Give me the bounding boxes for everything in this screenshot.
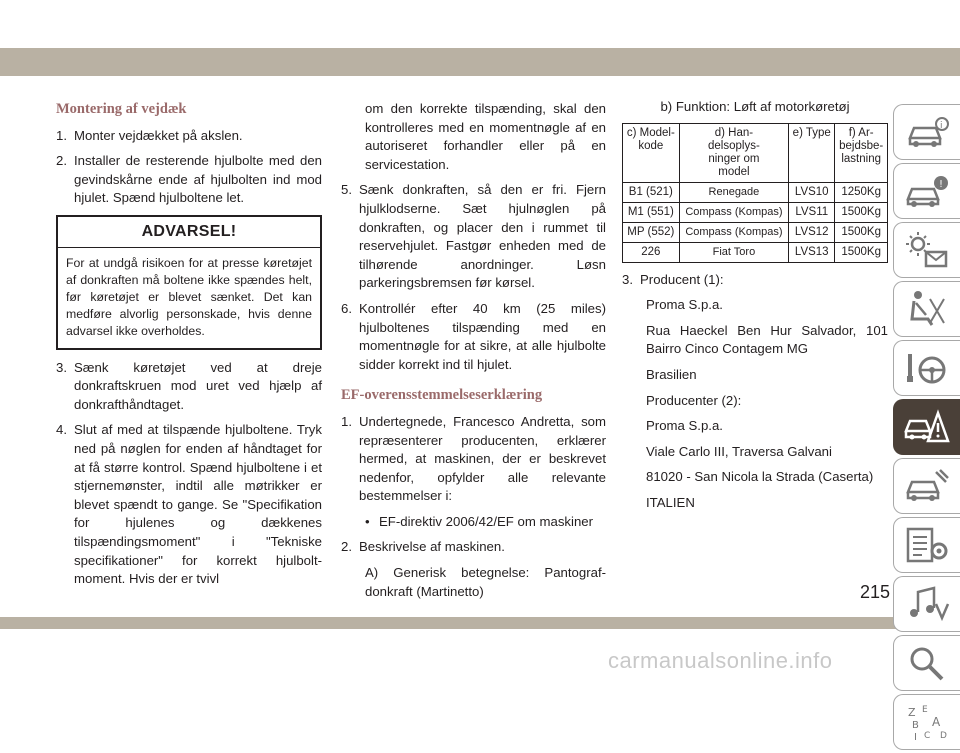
cell: MP (552) [623,222,680,242]
watermark: carmanualsonline.info [608,648,833,673]
cell: 1500Kg [835,222,888,242]
header-type: e) Type [789,123,835,182]
step-text: Kontrollér efter 40 km (25 miles) hjulboltenes tilspænding med en momentnøgle for at sikre, at alle hjulbolte sidder korrekt ind til hjulet. [359,300,606,372]
table-row [623,242,888,262]
producer2-label: Producenter (2): [646,392,742,408]
cell: 1500Kg [835,242,888,262]
step-text: Monter vejdækket på akslen. [74,127,243,143]
producer2-country: ITALIEN [646,494,695,510]
indicator-lights-icon [904,230,950,270]
tab-search[interactable] [893,635,960,691]
cell: M1 (551) [623,202,680,222]
header-workload: f) Ar- bejdsbe- lastning [835,123,888,182]
step-number: 2. [56,153,67,169]
cell: LVS11 [789,202,835,222]
declaration-item-1 [341,413,606,506]
producer1-address: Rua Haeckel Ben Hur Salvador, 101 Bairro Cinco Contagem MG [646,322,888,357]
cell: 1250Kg [835,182,888,202]
step-text: Sænk donkraften, så den er fri. Fjern hjulklodserne. Sæt hjulnøglen på donkraften, og placer den i rummet til reservehjulet. Fastgør enheden med de tilhørende anordninger. Løsn parkeringsbremsen før kørsel. [359,182,606,291]
car-service-icon [904,466,950,506]
producer1-country: Brasilien [646,366,697,382]
declaration-item-2 [341,538,606,557]
tab-seat-safety[interactable] [893,281,960,337]
page-number: 215 [859,582,890,602]
header-band [0,48,960,76]
header-model-code: c) Model- kode [623,123,680,182]
item-text: Beskrivelse af maskinen. [359,539,505,555]
tab-car-alert[interactable] [893,163,960,219]
item-text: Producent (1): [640,271,724,287]
car-alert-icon [904,171,950,211]
item-text: Undertegnede, Francesco Andretta, som repræsenterer producenten, erklærer hermed, at maskinen, der er beskrevet nedenfor, opfylder alle relevante bestemmelser i: [359,413,606,504]
step-5 [341,181,606,293]
cell: Compass (Kompas) [679,202,788,222]
cell: LVS12 [789,222,835,242]
cell: LVS13 [789,242,835,262]
producer2-name: Proma S.p.a. [646,418,723,434]
svg-text:Z: Z [908,706,916,719]
table-header-row [623,123,888,182]
svg-text:A: A [932,715,941,729]
cell: LVS10 [789,182,835,202]
warning-title: ADVARSEL! [58,217,320,248]
step-text: Installer de resterende hjulbolte med den gevindskårne ende af hjulbolten ind mod hjulet. Spænd hjulboltene let. [74,153,322,206]
bullet-text: EF-direktiv 2006/42/EF om maskiner [379,513,594,529]
section-heading: EF-overensstemmelseserklæring [341,387,543,404]
cell: B1 (521) [623,182,680,202]
section-heading: Montering af vejdæk [56,101,187,117]
cell: Fiat Toro [679,242,788,262]
producer2-city: 81020 - San Nicola la Strada (Caserta) [646,469,874,485]
producer1-name: Proma S.p.a. [646,297,723,313]
item-number: 1. [341,413,352,429]
svg-text:E: E [922,705,928,715]
declaration-item-3 [622,271,888,290]
step-number: 6. [341,300,352,316]
generic-designation: A) Generisk betegnelse: Pantograf-donkraft (Martinetto) [365,565,606,599]
column-3 [622,100,888,520]
step-1 [56,127,322,146]
tab-index[interactable] [893,694,960,750]
table-row [623,222,888,242]
svg-text:i: i [940,121,943,131]
language-index-icon [904,702,950,742]
step-4 [56,421,322,588]
header-trade-info: d) Han- delsoplys- ninger om model [679,123,788,182]
step-text: Slut af med at tilspænde hjulboltene. Tryk ned på nøglen for enden af håndtaget for at få større kontrol. Spænd hjulboltene i et stjernemønster, indtil alle møtrikker er blevet spændt to gange. Se "Specifikation for hjulenes og dækkenes tilspændingsmoment" i "Tekniske specifikationer" for korrekt hjulbolt-moment. Hvis der er tvivl [74,422,322,587]
specifications-icon [904,525,950,565]
emergency-jack-icon [904,407,950,447]
search-icon [904,643,950,683]
step-2 [56,152,322,208]
directive-bullet [341,513,606,532]
table-row [623,182,888,202]
seat-safety-icon [904,289,950,329]
bullet-icon: • [365,513,370,529]
step-number: 3. [56,359,67,375]
producer2-street: Viale Carlo III, Traversa Galvani [646,443,832,459]
function-caption: b) Funktion: Løft af motorkøretøj [660,99,850,114]
cell: 1500Kg [835,202,888,222]
tab-car-service[interactable] [893,458,960,514]
svg-text:C: C [924,731,931,741]
svg-text:D: D [940,731,947,741]
svg-text:I: I [914,732,917,742]
model-table [622,123,888,263]
chapter-tabs [893,104,960,753]
cell: Compass (Kompas) [679,222,788,242]
tab-media[interactable] [893,576,960,632]
step-number: 1. [56,127,67,143]
warning-box [56,215,322,350]
item-number: 3. [622,271,633,287]
step-6 [341,300,606,374]
footer-band [0,617,960,629]
item-number: 2. [341,539,352,555]
tab-car-info[interactable] [893,104,960,160]
step-text: Sænk køretøjet ved at dreje donkraftskruen mod uret ved hjælp af donkrafthåndtaget. [74,359,322,412]
warning-text: For at undgå risikoen for at presse køretøjet af donkraften må boltene ikke spændes helt, før køretøjet er blevet sænket. Det kan medføre alvorlig personskade, hvis denne advarsel ikke overholdes. [66,255,312,338]
tab-steering-wheel[interactable] [893,340,960,396]
cell: Renegade [679,182,788,202]
cell: 226 [623,242,680,262]
tab-specifications[interactable] [893,517,960,573]
step-3 [56,359,322,415]
continuation-text: om den korrekte tilspænding, skal den kontrolleres med en momentnøgle af en autoriseret forhandler eller på en servicestation. [365,101,606,172]
car-info-icon [904,112,950,152]
tab-emergency[interactable] [893,399,960,455]
svg-text:B: B [912,720,919,731]
tab-indicator-lights[interactable] [893,222,960,278]
step-number: 5. [341,182,352,198]
steering-wheel-icon [904,348,950,388]
column-2 [341,100,606,608]
column-1 [56,100,322,596]
media-music-icon [904,584,950,624]
table-row [623,202,888,222]
svg-text:!: ! [939,179,944,190]
step-number: 4. [56,422,67,438]
